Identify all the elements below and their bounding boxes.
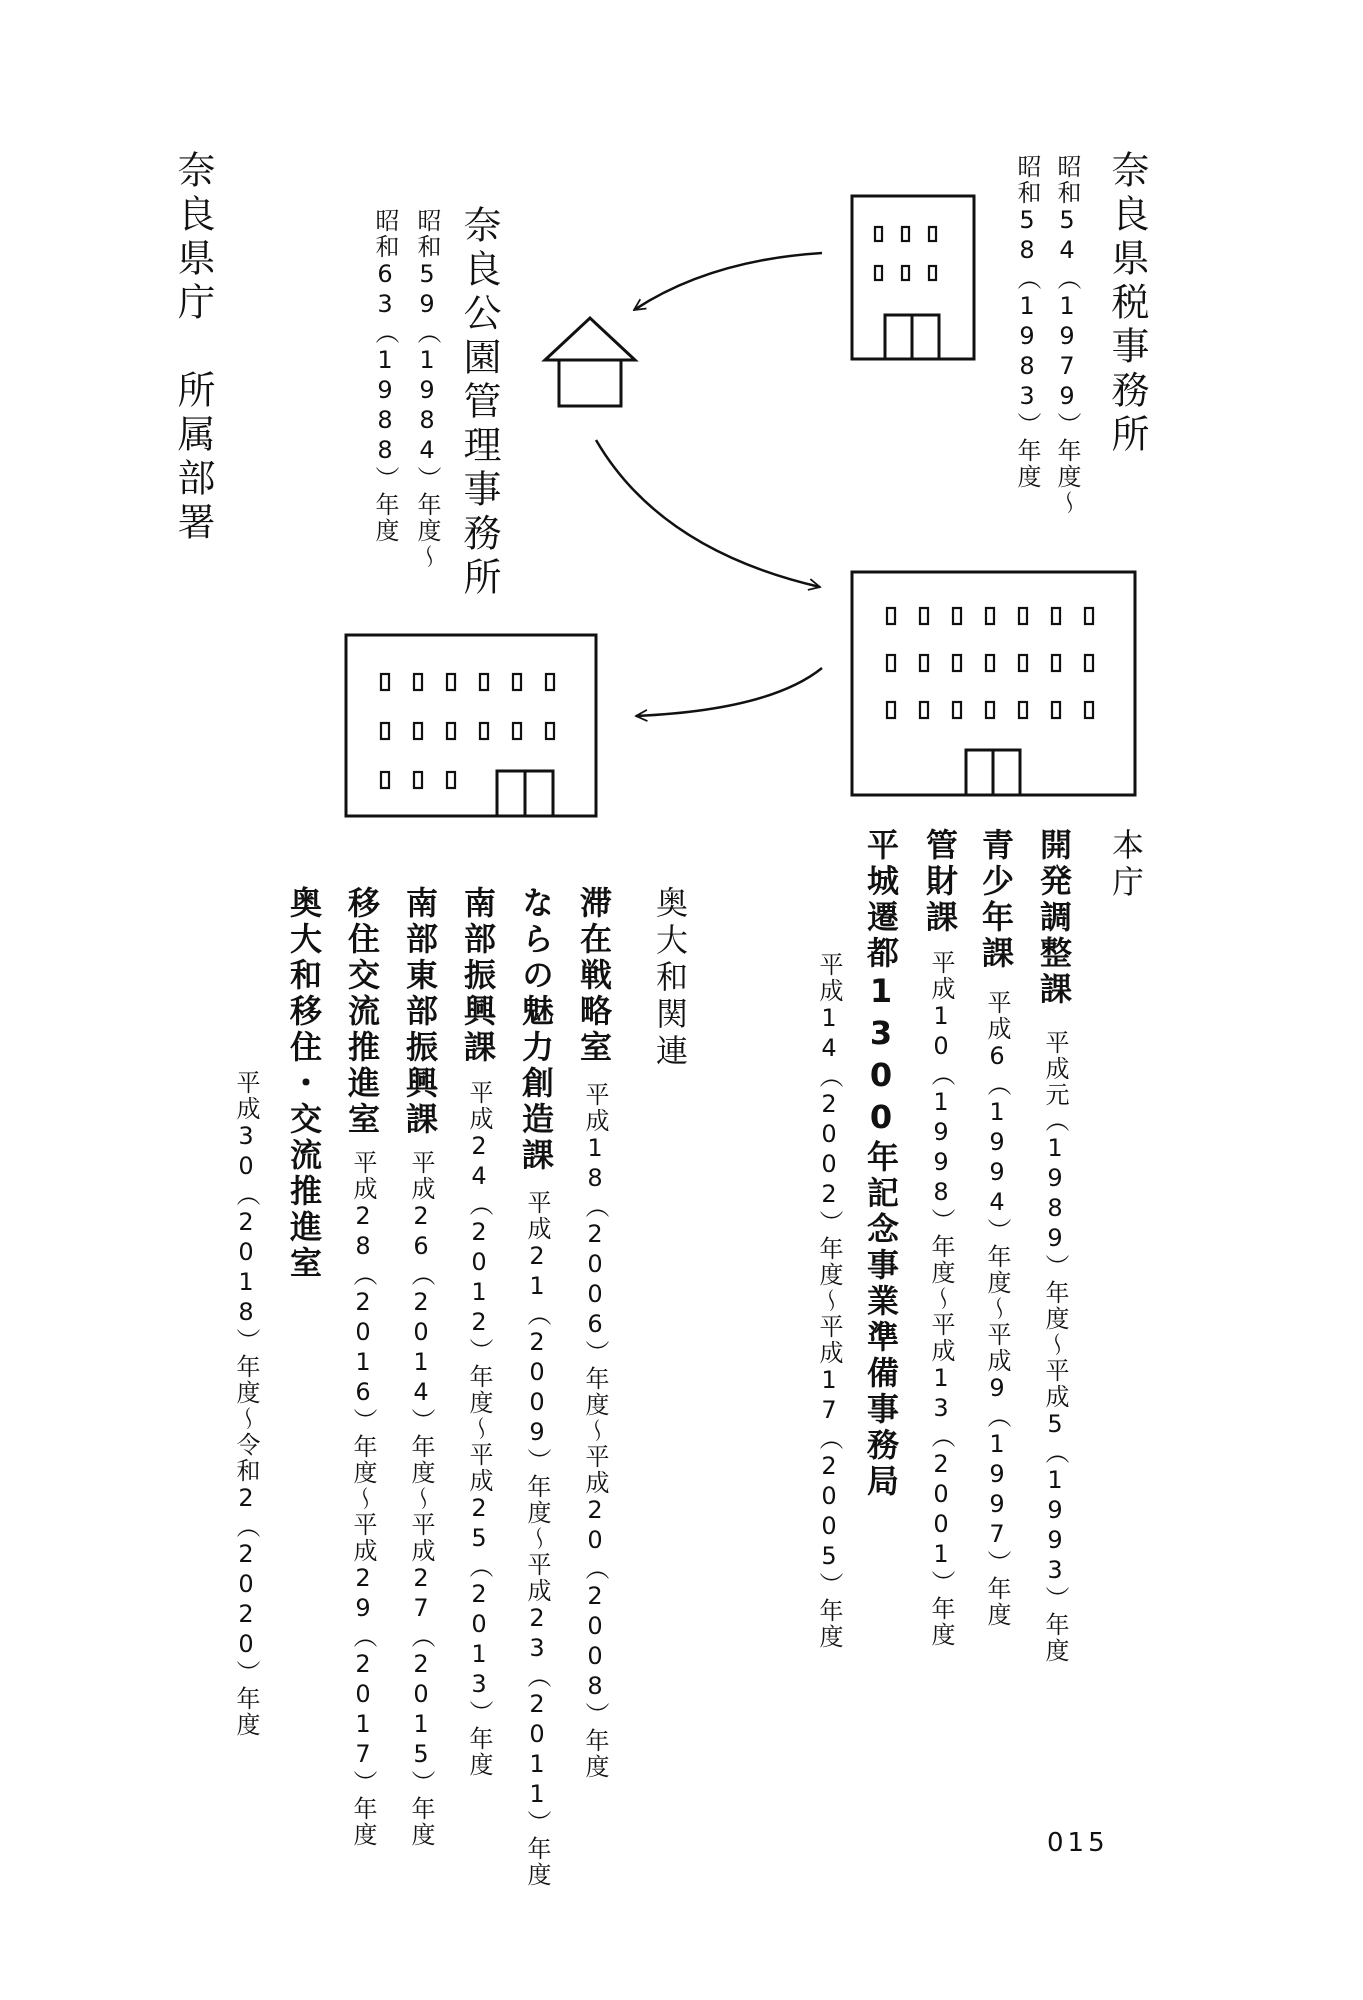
- tax-office-period-start: 昭和54（1979）年度〜: [1053, 154, 1081, 516]
- okuyamato-item-name: 滞在戦略室: [575, 886, 613, 1066]
- park-office-period-end: 昭和63（1988）年度: [371, 208, 399, 544]
- okuyamato-item-period: 平成24（2012）年度〜平成25（2013）年度: [465, 1080, 493, 1778]
- arrow-icon: [634, 253, 822, 310]
- honcho-item-name: 平城遷都1300年記念事業準備事務局: [862, 828, 900, 1500]
- okuyamato-item-name: 南部振興課: [459, 886, 497, 1066]
- okuyamato-item-period: 平成21（2009）年度〜平成23（2011）年度: [523, 1190, 551, 1888]
- tax-office-building-icon: [852, 196, 974, 359]
- honcho-item-period: 平成14（2002）年度〜平成17（2005）年度: [815, 952, 843, 1650]
- okuyamato-item-name: 南部東部振興課: [401, 886, 439, 1138]
- okuyamato-item-name: 奥大和移住・交流推進室: [285, 886, 323, 1282]
- okuyamato-item-period: 平成26（2014）年度〜平成27（2015）年度: [407, 1150, 435, 1848]
- okuyamato-item-period: 平成30（2018）年度〜令和2（2020）年度: [232, 1070, 260, 1738]
- okuyamato-item-period: 平成28（2016）年度〜平成29（2017）年度: [349, 1150, 377, 1848]
- arrow-icon: [636, 668, 822, 716]
- okuyamato-item-name: ならの魅力創造課: [517, 886, 555, 1174]
- honcho-building-icon: [852, 572, 1135, 795]
- honcho-heading: 本庁: [1107, 828, 1145, 902]
- honcho-item-name: 開発調整課: [1035, 828, 1073, 1008]
- honcho-item-period: 平成10（1998）年度〜平成13（2001）年度: [927, 950, 955, 1648]
- okuyamato-building-icon: [346, 635, 596, 816]
- park-office-period-start: 昭和59（1984）年度〜: [413, 208, 441, 570]
- tax-office-period-end: 昭和58（1983）年度: [1013, 154, 1041, 490]
- okuyamato-item-period: 平成18（2006）年度〜平成20（2008）年度: [581, 1082, 609, 1780]
- page-number: 015: [1047, 1828, 1109, 1858]
- honcho-item-period: 平成6（1994）年度〜平成9（1997）年度: [983, 990, 1011, 1628]
- honcho-item-name: 青少年課: [977, 828, 1015, 972]
- tax-office-name: 奈良県税事務所: [1105, 150, 1149, 458]
- okuyamato-item-name: 移住交流推進室: [343, 886, 381, 1138]
- okuyamato-heading: 奥大和関連: [651, 886, 689, 1071]
- park-office-name: 奈良公園管理事務所: [457, 205, 501, 601]
- park-office-house-icon: [545, 318, 635, 406]
- honcho-item-period: 平成元（1989）年度〜平成5（1993）年度: [1041, 1030, 1069, 1664]
- page-title: 奈良県庁 所属部署: [171, 150, 215, 546]
- honcho-item-name: 管財課: [921, 828, 959, 936]
- arrow-icon: [596, 440, 820, 587]
